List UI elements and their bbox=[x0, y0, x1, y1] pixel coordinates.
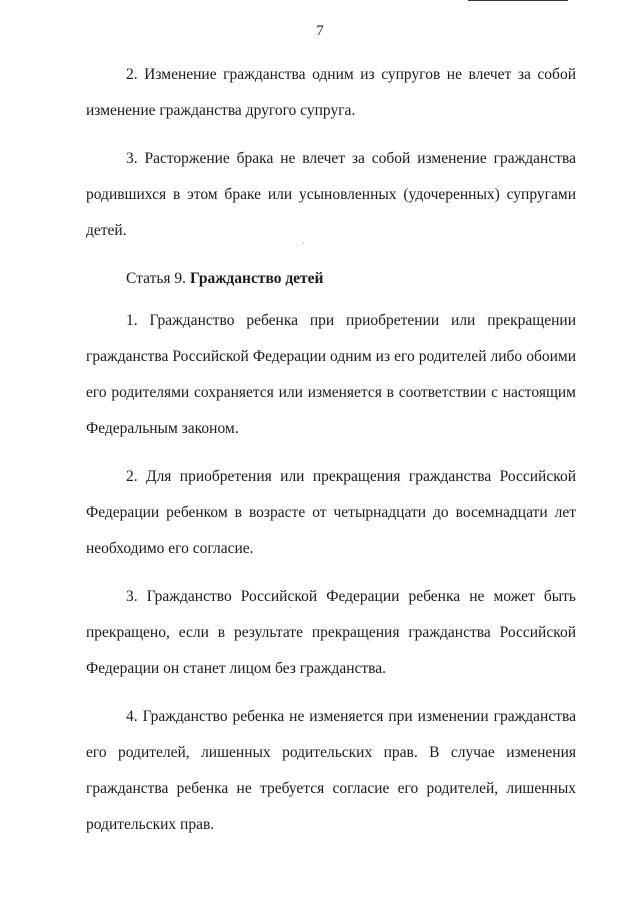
article9-heading bbox=[86, 261, 576, 297]
top-rule bbox=[468, 0, 568, 1]
article8-paragraph-2: 2. Изменение гражданства одним из супругов не влечет за собой изменение гражданства другого супруга. bbox=[86, 66, 576, 119]
article9-title: Гражданство детей bbox=[189, 270, 324, 287]
article9-paragraph-3: 3. Гражданство Российской Федерации ребенка не может быть прекращено, если в результате прекращения гражданства Российской Федерации он станет лицом без гражданства. bbox=[86, 588, 576, 677]
article9-prefix: Статья 9. bbox=[126, 270, 187, 287]
page-number: 7 bbox=[316, 23, 324, 39]
article8-paragraph-3: 3. Расторжение брака не влечет за собой изменение гражданства родившихся в этом браке или усыновленных (удочеренных) супругами детей. bbox=[86, 150, 576, 239]
document-body bbox=[86, 57, 576, 855]
article9-paragraph-4: 4. Гражданство ребенка не изменяется при изменении гражданства его родителей, лишенных родительских прав. В случае изменения гражданства ребенка не требуется согласие его родителей, лишенных родительских прав. bbox=[86, 708, 576, 833]
article9-paragraph-1: 1. Гражданство ребенка при приобретении или прекращении гражданства Российской Федерации одним из его родителей либо обоими его родителями сохраняется или изменяется в соответствии с настоящим Федеральным законом. bbox=[86, 312, 576, 437]
article9-paragraph-2: 2. Для приобретения или прекращения гражданства Российской Федерации ребенком в возрасте от четырнадцати до восемнадцати лет необходимо его согласие. bbox=[86, 468, 576, 557]
